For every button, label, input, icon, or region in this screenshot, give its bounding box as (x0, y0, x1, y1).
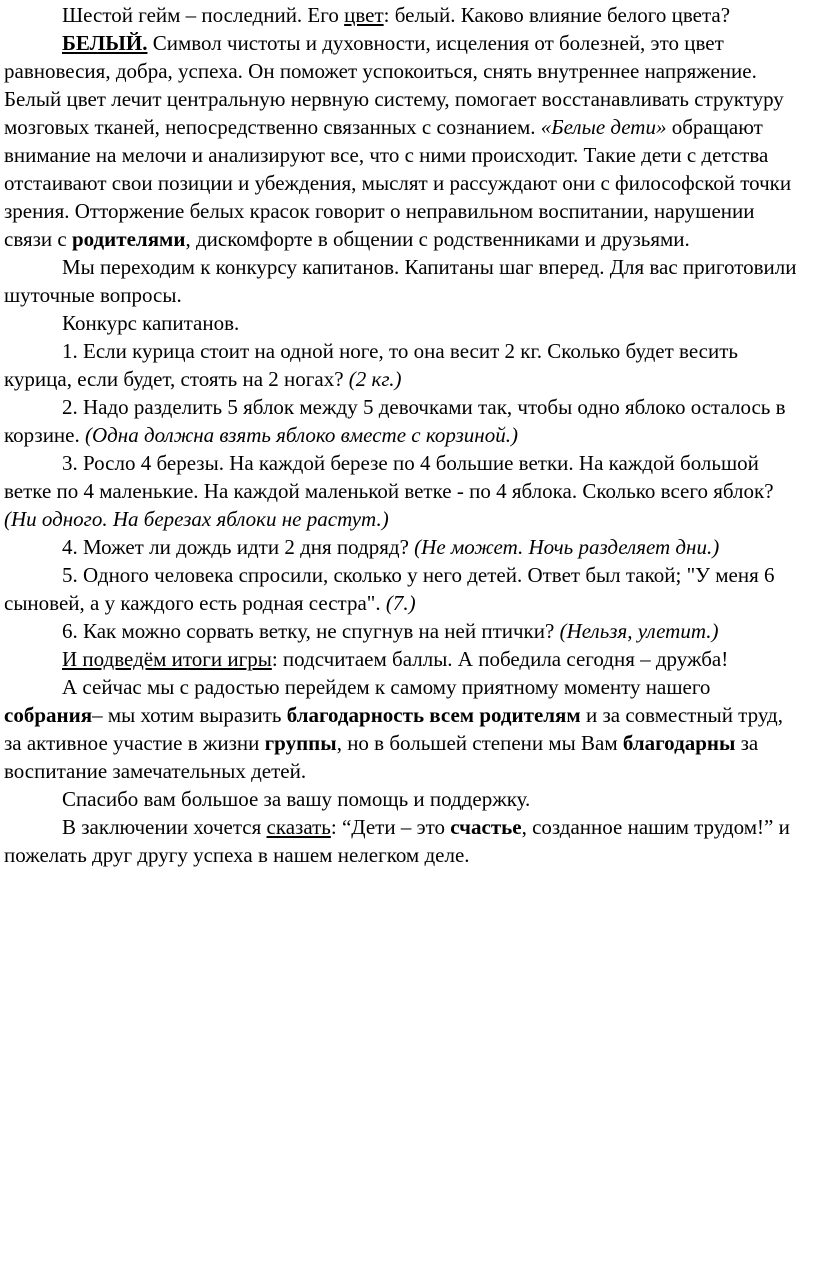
question-text: 3. Росло 4 березы. На каждой березе по 4 большие ветки. На каждой большой ветке по 4 маленькие. На каждой маленькой ветке - по 4 яблока. Сколько всего яблок? (4, 451, 774, 503)
paragraph-thanks (4, 673, 804, 785)
question-answer: (Одна должна взять яблоко вместе с корзиной.) (85, 423, 518, 447)
question-4 (4, 533, 804, 561)
question-3 (4, 449, 804, 533)
final-text-2: : “Дети – это (330, 815, 451, 839)
thanks-text-2: – мы хотим выразить (92, 703, 287, 727)
thanks-grateful-word: благодарны (622, 731, 736, 755)
paragraph-final (4, 813, 804, 869)
thanks-meeting-word: собрания (4, 703, 93, 727)
question-answer: (Не может. Ночь разделяет дни.) (414, 535, 720, 559)
final-text-3: , созданное нашим трудом!” и пожелать друг другу успеха в нашем нелегком деле. (4, 815, 790, 867)
final-say-word: сказать (266, 815, 331, 839)
question-answer: (2 кг.) (348, 367, 402, 391)
final-text-1: В заключении хочется (62, 815, 267, 839)
white-text-2: обращают внимание на мелочи и анализируют все, что с ними происходит. Такие дети с детства отстаивают свои позиции и убеждения, мыслят и рассуждают они с философской точки зрения. Отторжение белых красок говорит о неправильном воспитании, нарушении связи с (4, 115, 792, 251)
question-answer: (Ни одного. На березах яблоки не растут.) (4, 507, 389, 531)
thanks-text-5: за воспитание замечательных детей. (4, 731, 759, 783)
intro-text-2: : белый. Каково влияние белого цвета? (383, 3, 731, 27)
paragraph-white (4, 29, 804, 253)
question-text: 2. Надо разделить 5 яблок между 5 девочками так, чтобы одно яблоко осталось в корзине. (4, 395, 786, 447)
thanks-gratitude-phrase: благодарность всем родителям (286, 703, 581, 727)
white-children-term: «Белые дети» (540, 115, 667, 139)
paragraph-intro (4, 0, 804, 29)
intro-text-1: Шестой гейм – последний. Его (62, 3, 345, 27)
question-2 (4, 393, 804, 449)
thanks-text-1: А сейчас мы с радостью перейдем к самому приятному моменту нашего (62, 675, 711, 699)
final-happiness-word: счастье (450, 815, 522, 839)
question-text: 1. Если курица стоит на одной ноге, то она весит 2 кг. Сколько будет весить курица, если будет, стоять на 2 ногах? (4, 339, 738, 391)
paragraph-captains-title: Конкурс капитанов. (62, 311, 240, 335)
paragraph-support: Спасибо вам большое за вашу помощь и поддержку. (62, 787, 531, 811)
question-5 (4, 561, 804, 617)
results-heading: И подведём итоги игры (62, 647, 272, 671)
question-text: 4. Может ли дождь идти 2 дня подряд? (62, 535, 415, 559)
question-text: 6. Как можно сорвать ветку, не спугнув на ней птички? (62, 619, 560, 643)
thanks-text-3: и за совместный труд, за активное участие в жизни (4, 703, 783, 755)
paragraph-results (4, 645, 804, 673)
question-answer: (Нельзя, улетит.) (559, 619, 719, 643)
white-text-3: , дискомфорте в общении с родственниками и друзьями. (185, 227, 690, 251)
paragraph-captains-intro: Мы переходим к конкурсу капитанов. Капитаны шаг вперед. Для вас приготовили шуточные вопросы. (4, 255, 797, 307)
document-page (4, 0, 804, 869)
white-heading: БЕЛЫЙ. (62, 31, 148, 55)
white-text-1: Символ чистоты и духовности, исцеления от болезней, это цвет равновесия, добра, успеха. Он поможет успокоиться, снять внутреннее напряжение. Белый цвет лечит центральную нервную систему, помогает восстанавливать структуру мозговых тканей, непосредственно связанных с сознанием. (4, 31, 784, 139)
results-text: : подсчитаем баллы. А победила сегодня – дружба! (271, 647, 729, 671)
thanks-text-4: , но в большей степени мы Вам (336, 731, 623, 755)
white-parents-word: родителями (71, 227, 186, 251)
thanks-group-word: группы (264, 731, 337, 755)
intro-color-word: цвет (344, 3, 384, 27)
question-1 (4, 337, 804, 393)
question-6 (4, 617, 804, 645)
question-answer: (7.) (385, 591, 416, 615)
question-text: 5. Одного человека спросили, сколько у него детей. Ответ был такой; "У меня 6 сыновей, а у каждого есть родная сестра". (4, 563, 775, 615)
